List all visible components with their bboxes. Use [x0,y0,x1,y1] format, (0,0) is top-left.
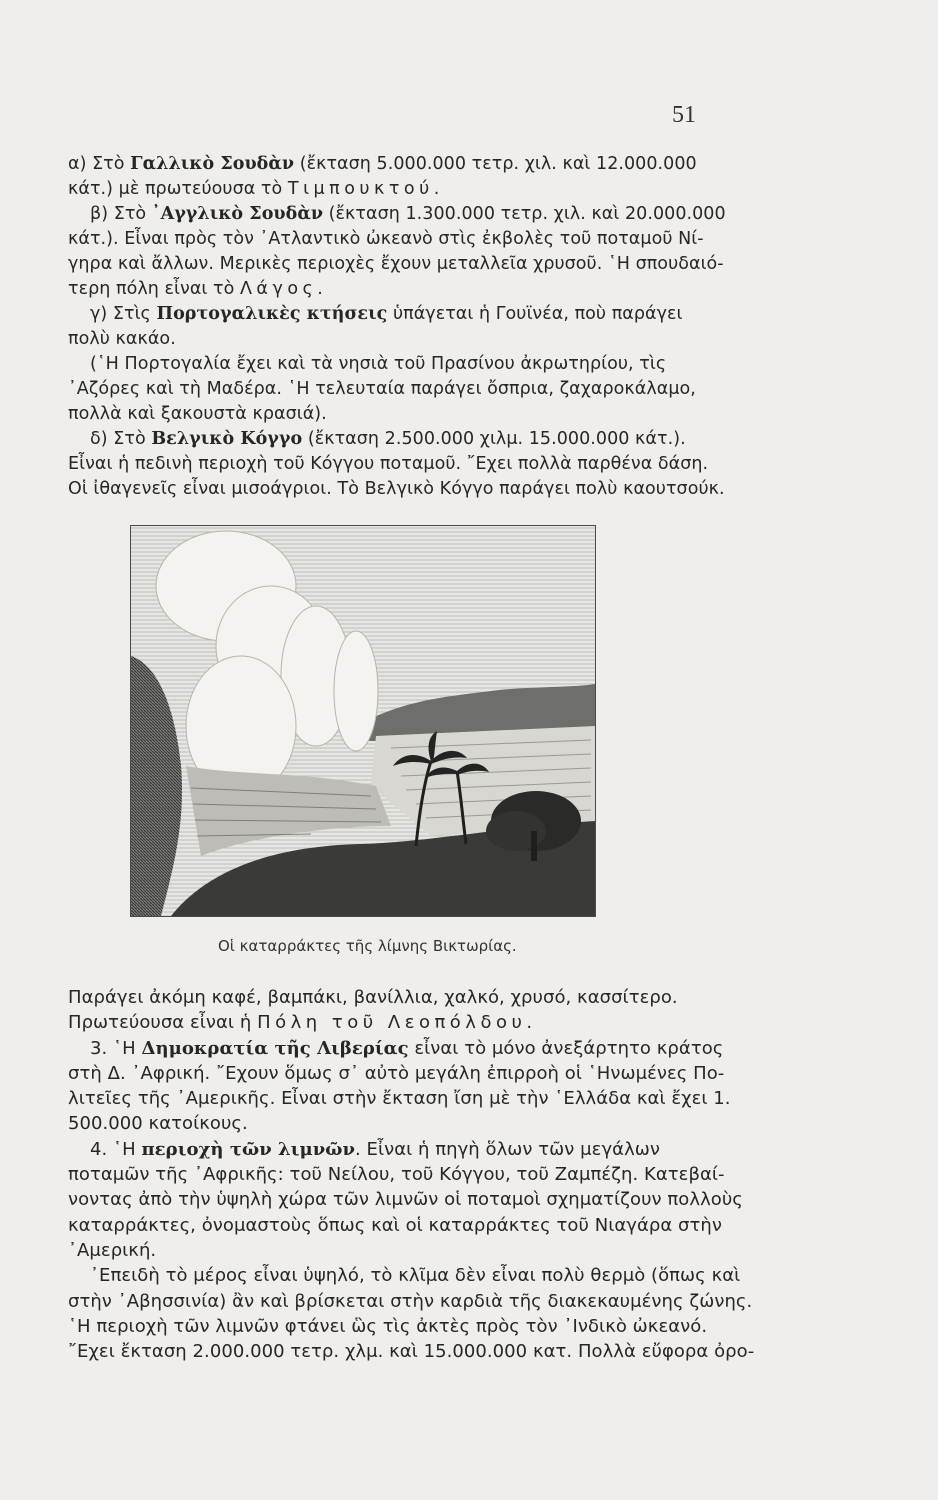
text-line: (῾Η Πορτογαλία ἔχει καὶ τὰ νησιὰ τοῦ Πρασίνου ἀκρωτηρίου, τὶς [90,354,667,374]
text-line: κάτ.) μὲ πρωτεύουσα τὸ Τιμπουκτού. [68,179,440,199]
text-line: πολλὰ καὶ ξακουστὰ κρασιά). [68,404,327,424]
text-line: ῾Η περιοχὴ τῶν λιμνῶν φτάνει ὣς τὶς ἀκτὲς πρὸς τὸν ᾿Ινδικὸ ὠκεανό. [68,1315,708,1337]
waterfall-illustration [130,525,596,917]
text-line: Πρωτεύουσα εἶναι ἡ Πόλη τοῦ Λεοπόλδου. [68,1012,533,1034]
text-line: πολὺ κακάο. [68,329,176,349]
text-line: νοντας ἀπὸ τὴν ὑψηλὴ χώρα τῶν λιμνῶν οἱ ποταμοὶ σχηματίζουν πολλοὺς [68,1189,743,1211]
text-line: ᾿Επειδὴ τὸ μέρος εἶναι ὑψηλό, τὸ κλῖμα δὲν εἶναι πολὺ θερμὸ (ὅπως καὶ [90,1265,741,1287]
upper-text-block [68,152,742,502]
text-line: τερη πόλη εἶναι τὸ Λάγος. [68,279,323,299]
text-line: 4. ῾Η περιοχὴ τῶν λιμνῶν. Εἶναι ἡ πηγὴ ὅλων τῶν μεγάλων [90,1138,661,1160]
text-line: στὴν ᾿Αβησσινία) ἂν καὶ βρίσκεται στὴν καρδιὰ τῆς διακεκαυμένης ζώνης. [68,1290,753,1312]
text-line: Παράγει ἀκόμη καφέ, βαμπάκι, βανίλλια, χαλκό, χρυσό, κασσίτερο. [68,987,678,1008]
waterfall-engraving [131,526,595,916]
text-line: γ) Στὶς Πορτογαλικὲς κτήσεις ὑπάγεται ἡ Γουϊνέα, ποὺ παράγει [90,304,683,324]
text-line: ᾿Αζόρες καὶ τὴ Μαδέρα. ῾Η τελευταία παράγει ὄσπρια, ζαχαροκάλαμο, [68,379,696,399]
text-line: 500.000 κατοίκους. [68,1113,248,1135]
lower-text-block [68,985,755,1364]
text-line: στὴ Δ. ᾿Αφρική. ῎Εχουν ὅμως σ᾿ αὐτὸ μεγάλη ἐπιρροὴ οἱ ῾Ηνωμένες Πο- [68,1062,725,1084]
text-line: ποταμῶν τῆς ᾿Αφρικῆς: τοῦ Νείλου, τοῦ Κόγγου, τοῦ Ζαμπέζη. Κατεβαί- [68,1164,725,1186]
text-line: κάτ.). Εἶναι πρὸς τὸν ᾿Ατλαντικὸ ὠκεανὸ στὶς ἐκβολὲς τοῦ ποταμοῦ Νί- [68,229,704,249]
text-line: καταρράκτες, ὀνομαστοὺς ὅπως καὶ οἱ καταρράκτες τοῦ Νιαγάρα στὴν [68,1214,722,1236]
text-line: γηρα καὶ ἄλλων. Μερικὲς περιοχὲς ἔχουν μεταλλεῖα χρυσοῦ. ῾Η σπουδαιό- [68,254,724,274]
text-line: α) Στὸ Γαλλικὸ Σουδὰν (ἔκταση 5.000.000 τετρ. χιλ. καὶ 12.000.000 [68,154,697,174]
text-line: Εἶναι ἡ πεδινὴ περιοχὴ τοῦ Κόγγου ποταμοῦ. ῎Εχει πολλὰ παρθένα δάση. [68,454,709,474]
text-line: ᾿Αμερική. [68,1239,157,1261]
page-number: 51 [672,102,696,128]
text-line: ῎Εχει ἔκταση 2.000.000 τετρ. χλμ. καὶ 15.000.000 κατ. Πολλὰ εὔφορα ὀρο- [68,1341,755,1363]
text-line: 3. ῾Η Δημοκρατία τῆς Λιβερίας εἶναι τὸ μόνο ἀνεξάρτητο κράτος [90,1037,724,1059]
text-line: δ) Στὸ Βελγικὸ Κόγγο (ἔκταση 2.500.000 χιλμ. 15.000.000 κάτ.). [90,429,686,449]
figure-caption: Οἱ καταρράκτες τῆς λίμνης Βικτωρίας. [218,937,517,955]
text-line: β) Στὸ ᾿Αγγλικὸ Σουδὰν (ἔκταση 1.300.000 τετρ. χιλ. καὶ 20.000.000 [90,204,726,224]
text-line: λιτεῖες τῆς ᾿Αμερικῆς. Εἶναι στὴν ἔκταση ἴση μὲ τὴν ῾Ελλάδα καὶ ἔχει 1. [68,1088,731,1110]
text-line: Οἱ ἰθαγενεῖς εἶναι μισοάγριοι. Τὸ Βελγικὸ Κόγγο παράγει πολὺ καουτσούκ. [68,479,725,499]
